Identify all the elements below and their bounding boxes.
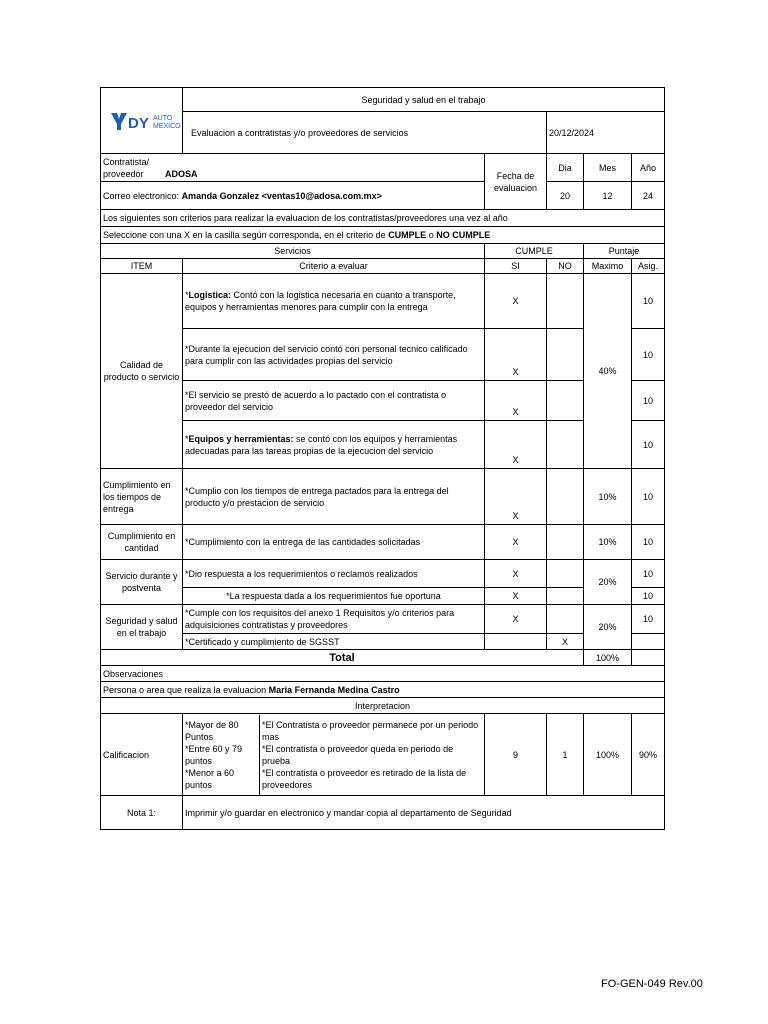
evaluator-name: Maria Fernanda Medina Castro <box>268 684 400 695</box>
evaluator-label: Persona o area que realiza la evaluacion <box>103 684 269 695</box>
anio-value: 24 <box>632 182 665 210</box>
logo-cell <box>101 88 183 154</box>
criterio-header: Criterio a evaluar <box>183 259 485 274</box>
total-asig <box>632 650 665 666</box>
score-ranges: *Mayor de 80 Puntos *Entre 60 y 79 puntos *Menor a 60 puntos <box>183 715 260 795</box>
no-mark[interactable] <box>547 274 584 329</box>
calificacion-label: Calificacion <box>101 714 183 796</box>
anio-label: Año <box>632 154 665 182</box>
eval-date-label: Fecha de evaluacion <box>485 154 547 210</box>
criterion-body: Contó con la logistica necesaria en cuanto a transporte, equipos y herramientas menores para cumplir con la entrega <box>185 290 456 312</box>
asig-value: 10 <box>632 329 665 381</box>
company-logo <box>103 110 180 132</box>
si-mark[interactable]: X <box>485 469 547 525</box>
group-calidad: Calidad de producto o servicio <box>101 274 183 469</box>
no-mark[interactable] <box>547 588 584 605</box>
contractor-label: Contratista/ proveedor <box>103 156 150 179</box>
total-label: Total <box>101 650 584 666</box>
asig-value: 10 <box>632 381 665 421</box>
contractor-value: ADOSA <box>165 168 198 179</box>
asig-value: 10 <box>632 605 665 634</box>
no-cumple-keyword: NO CUMPLE <box>436 230 491 240</box>
asig-header: Asig. <box>632 259 665 274</box>
criterion-text: *Dio respuesta a los requerimientos o reclamos realizados <box>183 560 485 588</box>
maximo-servicio: 20% <box>584 560 632 605</box>
email-cell <box>101 182 485 210</box>
maximo-calidad: 40% <box>584 274 632 469</box>
criterion-text: *La respuesta dada a los requerimientos fue oportuna <box>183 588 485 605</box>
form-subtitle: Evaluacion a contratistas y/o proveedores de servicios <box>183 112 547 154</box>
interpretacion-detail <box>183 714 485 796</box>
si-mark[interactable]: X <box>485 274 547 329</box>
no-mark[interactable] <box>547 381 584 421</box>
criterion-text: *Cumplio con los tiempos de entrega pactados para la entrega del producto y/o prestacion de servicio <box>183 469 485 525</box>
interpretacion-title: Interpretacion <box>101 698 665 714</box>
criterion-text: *El servicio se prestó de acuerdo a lo pactado con el contratista o proveedor del servicio <box>183 381 485 421</box>
si-mark[interactable]: X <box>485 381 547 421</box>
si-mark[interactable] <box>485 634 547 650</box>
criterion-bold: Logistica: <box>188 290 232 300</box>
maximo-seguridad: 20% <box>584 605 632 650</box>
no-mark[interactable] <box>547 560 584 588</box>
criterion-body: se contó con los equipos y herramientas adecuadas para las tareas propias de la ejecucion del servicio <box>185 433 458 456</box>
asig-value <box>632 634 665 650</box>
asig-total: 90% <box>632 714 665 796</box>
group-tiempos: Cumplimiento en los tiempos de entrega <box>101 469 183 525</box>
nota-text: Imprimir y/o guardar en electronico y mandar copia al departamento de Seguridad <box>183 796 665 830</box>
servicios-header: Servicios <box>101 244 485 259</box>
contractor-cell <box>101 154 485 182</box>
criterion-text: *Cumplimiento con la entrega de las cantidades solicitadas <box>183 525 485 560</box>
svg-text:AUTO: AUTO <box>152 114 172 122</box>
asig-value: 10 <box>632 525 665 560</box>
no-mark[interactable] <box>547 421 584 469</box>
si-mark[interactable]: X <box>485 421 547 469</box>
criterion-text: *Certificado y cumplimiento de SGSST <box>183 634 485 650</box>
evaluation-form <box>100 87 664 830</box>
asig-value: 10 <box>632 588 665 605</box>
item-header: ITEM <box>101 259 183 274</box>
asig-value: 10 <box>632 560 665 588</box>
si-header: SI <box>485 259 547 274</box>
no-count: 1 <box>547 714 584 796</box>
form-table <box>100 87 665 830</box>
instructions-line-1: Los siguientes son criterios para realizar la evaluacion de los contratistas/proveedores una vez al año <box>101 210 665 227</box>
maximo-tiempos: 10% <box>584 469 632 525</box>
total-maximo: 100% <box>584 650 632 666</box>
si-mark[interactable]: X <box>485 605 547 634</box>
criterion-prefix: * <box>185 290 189 300</box>
form-title: Seguridad y salud en el trabajo <box>183 88 665 112</box>
si-mark[interactable]: X <box>485 588 547 605</box>
no-mark[interactable] <box>547 329 584 381</box>
cumple-header: CUMPLE <box>485 244 584 259</box>
form-code: FO-GEN-049 Rev.00 <box>601 978 703 990</box>
si-count: 9 <box>485 714 547 796</box>
mes-label: Mes <box>584 154 632 182</box>
maximo-header: Maximo <box>584 259 632 274</box>
puntaje-header: Puntaje <box>584 244 665 259</box>
email-value: Amanda Gonzalez <ventas10@adosa.com.mx> <box>181 190 382 201</box>
no-mark[interactable] <box>547 605 584 634</box>
instructions-connector: o <box>426 230 437 240</box>
no-mark[interactable]: X <box>547 634 584 650</box>
group-cantidad: Cumplimiento en cantidad <box>101 525 183 560</box>
criterion-text: *Durante la ejecucion del servicio contó con personal tecnico calificado para cumplir con las actividades propias del servicio <box>183 329 485 381</box>
group-seguridad: Seguridad y salud en el trabajo <box>101 605 183 650</box>
dy-logo-icon <box>109 110 181 132</box>
nota-label: Nota 1: <box>101 796 183 830</box>
dia-value: 20 <box>547 182 584 210</box>
svg-text:MEXICO: MEXICO <box>152 122 181 130</box>
cumple-keyword: CUMPLE <box>388 230 427 240</box>
criterion-bold: Equipos y herramientas: <box>188 433 294 444</box>
mes-value: 12 <box>584 182 632 210</box>
si-mark[interactable]: X <box>485 329 547 381</box>
score-meanings: *El Contratista o proveedor permanece por un periodo mas *El contratista o proveedor queda en periodo de prueba *El contratista o proveedor es retirado de la lista de proveedores <box>262 719 479 790</box>
dia-label: Dia <box>547 154 584 182</box>
asig-value: 10 <box>632 421 665 469</box>
maximo-total: 100% <box>584 714 632 796</box>
criterion-text <box>183 421 485 469</box>
asig-value: 10 <box>632 274 665 329</box>
form-date: 20/12/2024 <box>547 112 665 154</box>
svg-text:DY: DY <box>127 114 149 132</box>
observaciones-label: Observaciones <box>101 666 665 682</box>
no-mark[interactable] <box>547 525 584 560</box>
maximo-cantidad: 10% <box>584 525 632 560</box>
instructions-line-2 <box>101 227 665 244</box>
group-servicio: Servicio durante y postventa <box>101 560 183 605</box>
instructions-text: Seleccione con una X en la casilla según corresponda, en el criterio de <box>103 230 389 240</box>
no-mark[interactable] <box>547 469 584 525</box>
asig-value: 10 <box>632 469 665 525</box>
si-mark[interactable]: X <box>485 525 547 560</box>
criterion-text <box>183 274 485 329</box>
criterion-prefix: * <box>185 433 189 444</box>
criterion-text: *Cumple con los requisitos del anexo 1 Requisitos y/o criterios para adquisiciones contratistas y proveedores <box>183 605 485 634</box>
si-mark[interactable]: X <box>485 560 547 588</box>
evaluator-cell <box>101 682 665 698</box>
email-label: Correo electronico: <box>103 190 180 201</box>
no-header: NO <box>547 259 584 274</box>
